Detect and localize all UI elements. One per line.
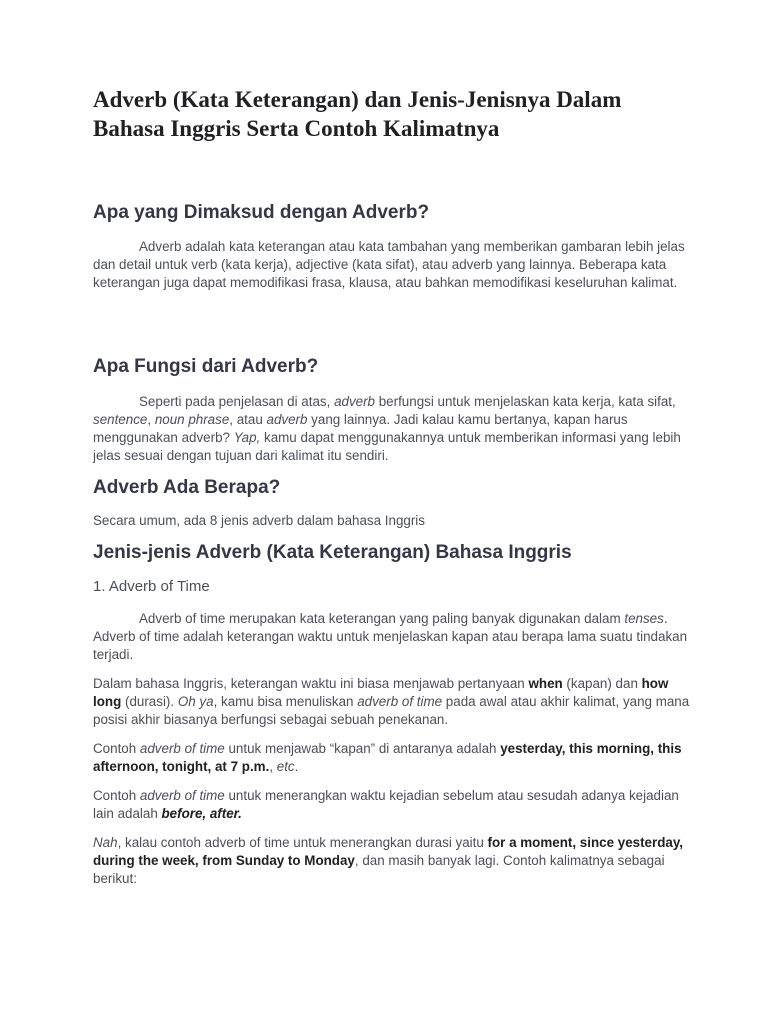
bold-italic-term: before, after.: [161, 806, 242, 821]
text-run: (durasi).: [121, 694, 178, 709]
bold-term: [162, 806, 242, 821]
bold-term: for a moment, since yesterday, during the week, from Sunday to Monday: [93, 835, 684, 868]
text-run: pada awal atau akhir kalimat, yang mana posisi akhir biasanya berfungsi sebagai sebuah penekanan.: [93, 694, 690, 727]
paragraph-adverb-function: [93, 393, 693, 465]
bold-term: how long: [93, 676, 669, 709]
text-run: Seperti pada penjelasan di atas,: [139, 394, 335, 409]
italic-term: Yap,: [233, 430, 261, 445]
italic-term: Oh ya: [177, 694, 214, 709]
bold-term: yesterday, this morning, this afternoon, tonight, at 7 p.m.: [93, 741, 682, 774]
italic-term: tenses: [624, 611, 664, 626]
text-run: (kapan) dan: [562, 676, 642, 691]
list-item-adverb-of-time: 1. Adverb of Time: [93, 578, 210, 595]
italic-term: Nah: [93, 835, 118, 850]
paragraph-time-examples-when: [93, 740, 693, 776]
paragraph-adverb-count: Secara umum, ada 8 jenis adverb dalam bahasa Inggris: [93, 513, 425, 528]
text-run: Adverb of time merupakan kata keterangan yang paling banyak digunakan dalam: [139, 611, 625, 626]
heading-what-is-adverb: Apa yang Dimaksud dengan Adverb?: [93, 202, 430, 223]
paragraph-time-examples-before-after: [93, 787, 693, 823]
document-title: Adverb (Kata Keterangan) dan Jenis-Jenisnya Dalam Bahasa Inggris Serta Contoh Kalimatnya: [93, 87, 622, 141]
italic-term: adverb of time: [139, 788, 225, 803]
paragraph-time-definition: [93, 610, 693, 664]
text-run: Contoh: [93, 741, 140, 756]
text-run: , kamu bisa menuliskan: [213, 694, 358, 709]
text-run: .: [294, 759, 299, 774]
bold-term: when: [528, 676, 563, 691]
text-run: Contoh: [93, 788, 140, 803]
paragraph-time-examples-duration: [93, 834, 693, 888]
heading-adverb-count: Adverb Ada Berapa?: [93, 477, 281, 498]
paragraph-time-questions: [93, 675, 693, 729]
italic-term: adverb: [266, 412, 308, 427]
heading-adverb-function: [93, 355, 693, 379]
text-run: berfungsi untuk menjelaskan kata kerja, kata sifat,: [375, 394, 676, 409]
text-run: yang lainnya. Jadi kalau kamu bertanya, kapan harus menggunakan adverb?: [93, 412, 628, 445]
text-run: kamu dapat menggunakannya untuk memberikan informasi yang lebih jelas sesuai dengan tujuan dari kalimat itu sendiri.: [93, 430, 681, 463]
text-run: untuk menerangkan waktu kejadian sebelum atau sesudah adanya kejadian lain adalah: [93, 788, 679, 821]
italic-term: sentence: [93, 412, 148, 427]
italic-term: etc: [276, 759, 295, 774]
italic-term: adverb of time: [357, 694, 443, 709]
text-run: , dan masih banyak lagi. Contoh kalimatnya sebagai berikut:: [93, 853, 665, 886]
text-run: . Adverb of time adalah keterangan waktu untuk menjelaskan kapan atau berapa lama suatu tindakan terjadi.: [93, 611, 688, 662]
text-run: Dalam bahasa Inggris, keterangan waktu ini biasa menjawab pertanyaan: [93, 676, 529, 691]
text-run: untuk menjawab “kapan” di antaranya adalah: [224, 741, 501, 756]
italic-term: adverb of time: [139, 741, 225, 756]
paragraph-what-is-adverb: Adverb adalah kata keterangan atau kata tambahan yang memberikan gambaran lebih jelas dan detail untuk verb (kata kerja), adjective (kata sifat), atau adverb yang lainnya. Beberapa kata keterangan juga dapat memodifikasi frasa, klausa, atau bahkan memodifikasi keseluruhan kalimat.: [93, 239, 685, 290]
heading-adverb-types: Jenis-jenis Adverb (Kata Keterangan) Bahasa Inggris: [93, 542, 572, 563]
italic-term: adverb: [334, 394, 376, 409]
text-run: ,: [147, 412, 155, 427]
heading-text: Apa Fungsi dari Adverb?: [93, 356, 319, 377]
text-run: , atau: [229, 412, 267, 427]
italic-term: noun phrase: [154, 412, 230, 427]
text-run: ,: [269, 759, 277, 774]
text-run: , kalau contoh adverb of time untuk menerangkan durasi yaitu: [117, 835, 488, 850]
